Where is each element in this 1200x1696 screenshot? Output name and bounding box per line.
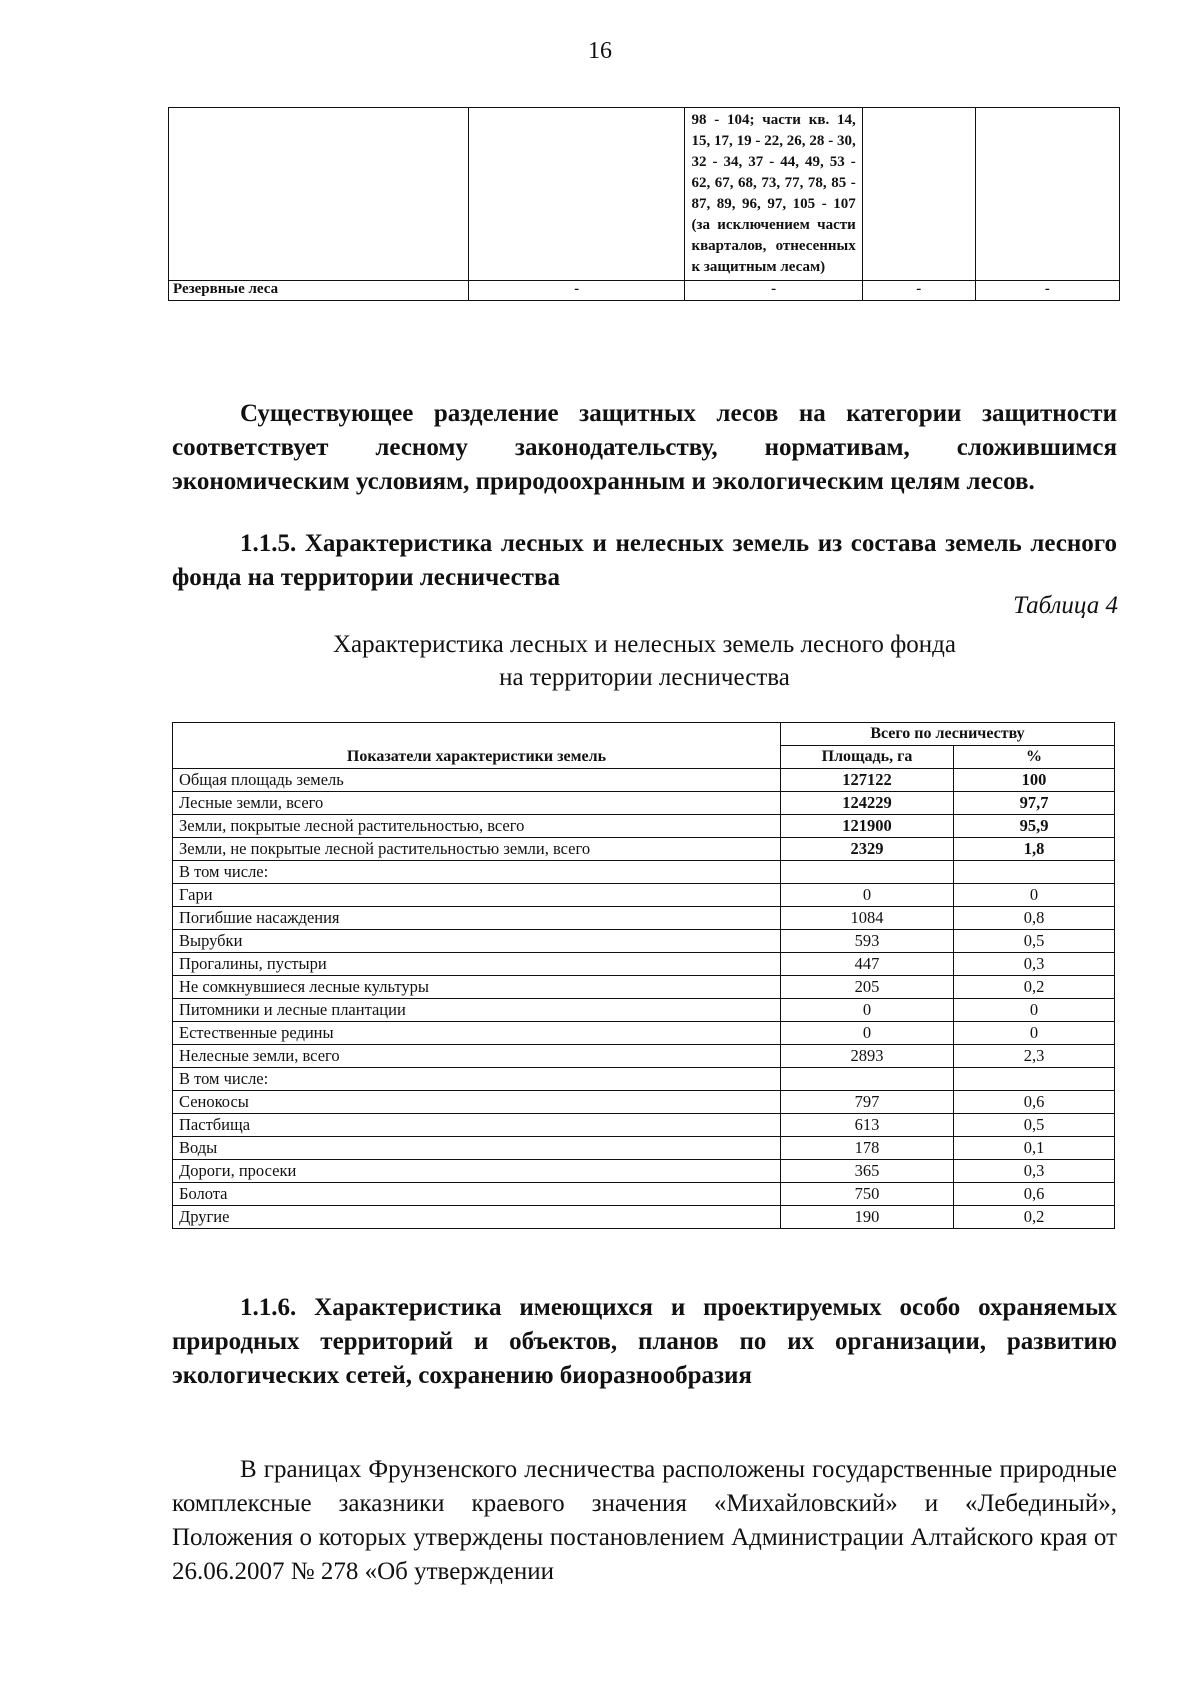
table-row (173, 769, 1115, 792)
row-area (781, 861, 954, 884)
row-label: Другие (173, 1206, 781, 1229)
row-area: 365 (781, 1160, 954, 1183)
row-area: 447 (781, 953, 954, 976)
empty-cell (862, 108, 975, 281)
quarters-cell: 98 - 104; части кв. 14, 15, 17, 19 - 22, 26, 28 - 30, 32 - 34, 37 - 44, 49, 53 - 62, 67, 68, 73, 77, 78, 85 - 87, 89, 96, 97, 105 - 107 (за исключением части кварталов, отнесенных к защитным лесам) (685, 108, 862, 281)
header-indicator: Показатели характеристики земель (173, 723, 781, 769)
row-percent: 0,2 (954, 976, 1115, 999)
dash-cell: - (685, 281, 862, 301)
row-area: 205 (781, 976, 954, 999)
header-total: Всего по лесничеству (781, 723, 1115, 746)
table-title-line-2: на территории лесничества (499, 664, 790, 691)
row-area: 797 (781, 1091, 954, 1114)
table-row (173, 861, 1115, 884)
dash-cell: - (862, 281, 975, 301)
table-row (173, 976, 1115, 999)
paragraph-protective-categories: Существующее разделение защитных лесов на категории защитности соответствует лесному законодательству, нормативам, сложившимся экономическим условиям, природоохранным и экологическим целям лесов. (172, 400, 1117, 495)
header-percent: % (954, 746, 1115, 769)
row-area: 2329 (781, 838, 954, 861)
table-row (173, 884, 1115, 907)
table-row (173, 815, 1115, 838)
row-percent: 1,8 (954, 838, 1115, 861)
row-area: 127122 (781, 769, 954, 792)
land-characteristics-table (172, 722, 1115, 1229)
row-label: Земли, не покрытые лесной растительностью земли, всего (173, 838, 781, 861)
table-row (173, 999, 1115, 1022)
row-percent: 0,5 (954, 1114, 1115, 1137)
row-percent: 0 (954, 1022, 1115, 1045)
table-title (172, 628, 1117, 694)
row-area: 1084 (781, 907, 954, 930)
row-area: 124229 (781, 792, 954, 815)
section-heading-1-1-5: 1.1.5. Характеристика лесных и нелесных земель из состава земель лесного фонда на территории лесничества (172, 530, 1117, 591)
row-area: 0 (781, 999, 954, 1022)
row-label: Сенокосы (173, 1091, 781, 1114)
row-label: Лесные земли, всего (173, 792, 781, 815)
table-row (173, 1137, 1115, 1160)
reserve-forests-row (169, 281, 1120, 301)
row-percent: 0,3 (954, 953, 1115, 976)
row-label: Вырубки (173, 930, 781, 953)
row-label: Воды (173, 1137, 781, 1160)
row-label: Дороги, просеки (173, 1160, 781, 1183)
table-title-line-1: Характеристика лесных и нелесных земель лесного фонда (333, 631, 956, 658)
row-area: 2893 (781, 1045, 954, 1068)
row-percent: 0 (954, 884, 1115, 907)
table-row (173, 792, 1115, 815)
row-percent (954, 861, 1115, 884)
row-area: 121900 (781, 815, 954, 838)
row-percent (954, 1068, 1115, 1091)
page-number: 16 (588, 38, 612, 64)
paragraph-reserves: В границах Фрунзенского лесничества расположены государственные природные комплексные заказники краевого значения «Михайловский» и «Лебединый», Положения о которых утверждены постановлением Администрации Алтайского края от 26.06.2007 № 278 «Об утверждении (172, 1456, 1117, 1585)
row-percent: 0,8 (954, 907, 1115, 930)
row-percent: 100 (954, 769, 1115, 792)
header-area: Площадь, га (781, 746, 954, 769)
row-percent: 0,2 (954, 1206, 1115, 1229)
table-row (173, 1022, 1115, 1045)
row-percent: 0,3 (954, 1160, 1115, 1183)
table-row (173, 1160, 1115, 1183)
row-label: Болота (173, 1183, 781, 1206)
row-area (781, 1068, 954, 1091)
dash-cell: - (975, 281, 1119, 301)
row-label: Общая площадь земель (173, 769, 781, 792)
table-row (173, 907, 1115, 930)
row-percent: 95,9 (954, 815, 1115, 838)
empty-cell (468, 108, 685, 281)
row-area: 190 (781, 1206, 954, 1229)
table-row (173, 1091, 1115, 1114)
table-row (173, 1206, 1115, 1229)
row-percent: 0 (954, 999, 1115, 1022)
row-label: Пастбища (173, 1114, 781, 1137)
empty-cell (975, 108, 1119, 281)
row-area: 593 (781, 930, 954, 953)
table-row (173, 838, 1115, 861)
table-row (173, 1045, 1115, 1068)
row-percent: 0,6 (954, 1091, 1115, 1114)
dash-cell: - (468, 281, 685, 301)
row-label: Погибшие насаждения (173, 907, 781, 930)
row-label: Прогалины, пустыри (173, 953, 781, 976)
reserve-label: Резервные леса (169, 281, 469, 301)
row-percent: 0,1 (954, 1137, 1115, 1160)
continued-table (168, 107, 1120, 301)
row-label: В том числе: (173, 861, 781, 884)
table-row (173, 1114, 1115, 1137)
row-label: Не сомкнувшиеся лесные культуры (173, 976, 781, 999)
row-percent: 2,3 (954, 1045, 1115, 1068)
row-area: 0 (781, 1022, 954, 1045)
row-label: В том числе: (173, 1068, 781, 1091)
table-row (173, 1068, 1115, 1091)
table-row (173, 1183, 1115, 1206)
row-percent: 0,5 (954, 930, 1115, 953)
table-row (173, 953, 1115, 976)
row-label: Нелесные земли, всего (173, 1045, 781, 1068)
row-label: Питомники и лесные плантации (173, 999, 781, 1022)
empty-cell (169, 108, 469, 281)
row-area: 613 (781, 1114, 954, 1137)
row-area: 750 (781, 1183, 954, 1206)
table-row (173, 930, 1115, 953)
table-label: Таблица 4 (1013, 592, 1118, 619)
row-percent: 0,6 (954, 1183, 1115, 1206)
row-area: 178 (781, 1137, 954, 1160)
row-label: Гари (173, 884, 781, 907)
section-heading-1-1-6: 1.1.6. Характеристика имеющихся и проектируемых особо охраняемых природных территорий и объектов, планов по их организации, развитию экологических сетей, сохранению биоразнообразия (172, 1294, 1117, 1389)
row-area: 0 (781, 884, 954, 907)
row-percent: 97,7 (954, 792, 1115, 815)
row-label: Земли, покрытые лесной растительностью, всего (173, 815, 781, 838)
row-label: Естественные редины (173, 1022, 781, 1045)
